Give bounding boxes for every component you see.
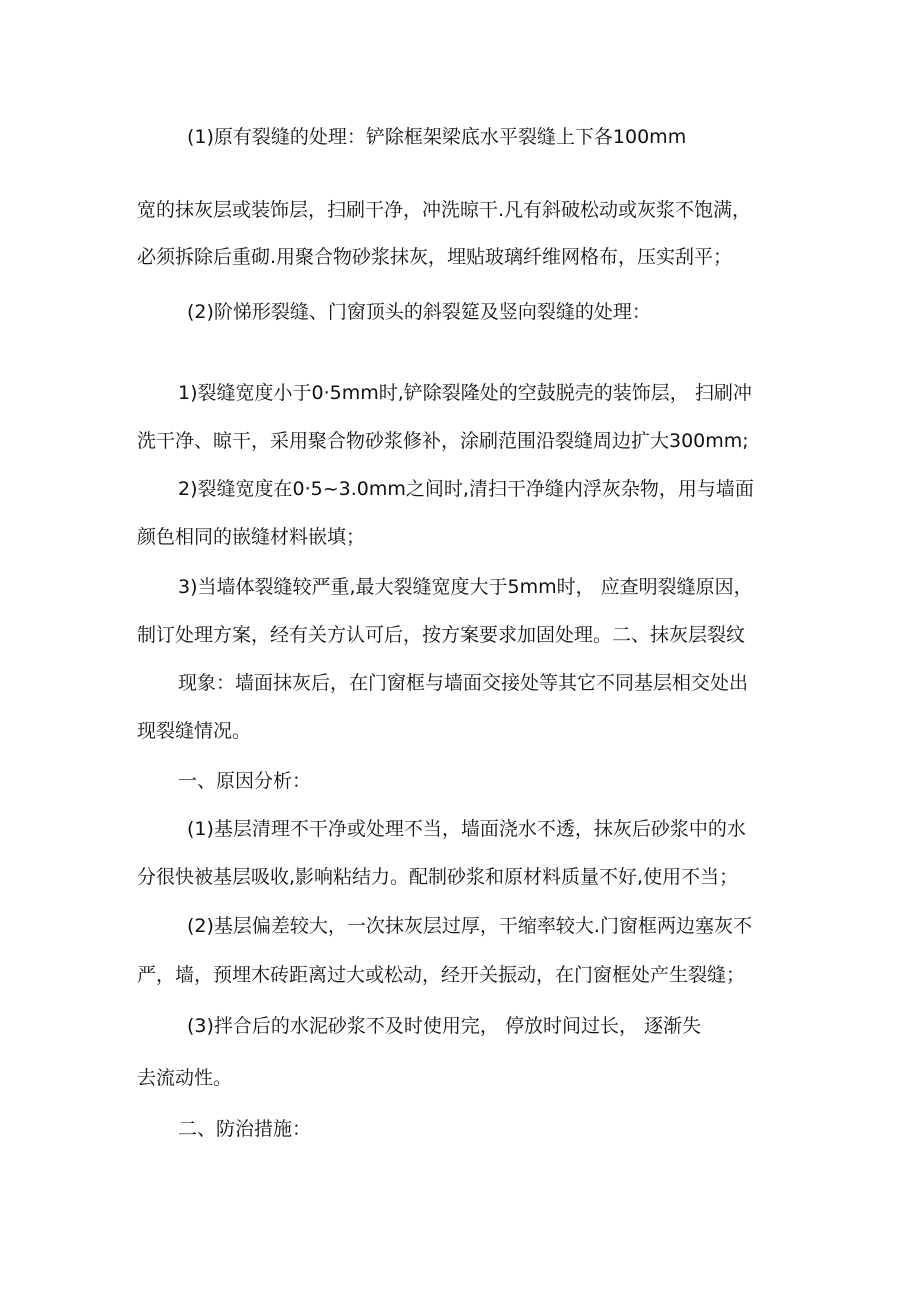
paragraph-line: 1)裂缝宽度小于0·5mm时,铲除裂隆处的空鼓脱壳的装饰层， 扫刷冲 <box>178 382 752 404</box>
paragraph-line: (2)基层偏差较大，一次抹灰层过厚，干缩率较大.门窗框两边塞灰不 <box>187 915 752 937</box>
paragraph-line: 必须拆除后重砌.用聚合物砂浆抹灰，埋贴玻璃纤维网格布，压实刮平； <box>137 246 733 268</box>
paragraph-line: 2)裂缝宽度在0·5~3.0mm之间时,清扫干净缝内浮灰杂物，用与墙面 <box>178 478 754 500</box>
paragraph-line: 洗干净、晾干，采用聚合物砂浆修补，涂刷范围沿裂缝周边扩大300mm; <box>137 430 749 452</box>
paragraph-line: 去流动性。 <box>137 1067 233 1089</box>
paragraph-line: (2)阶悌形裂缝、门窗顶头的斜裂筵及竖向裂缝的处理： <box>187 301 651 323</box>
paragraph-line: (1)原有裂缝的处理：铲除框架梁底水平裂缝上下各100mm <box>187 126 687 148</box>
paragraph-line: 宽的抹灰层或装饰层，扫刷干净，冲洗晾干.凡有斜破松动或灰浆不饱满， <box>137 199 752 221</box>
section-heading: 二、防治措施： <box>178 1118 312 1140</box>
paragraph-line: (1)基层清理不干净或处理不当，墙面浇水不透，抹灰后砂浆中的水 <box>187 818 746 840</box>
paragraph-line: 现裂缝情况。 <box>137 720 252 742</box>
section-heading: 一、原因分析： <box>178 770 312 792</box>
paragraph-line: 严，墙，预埋木砖距离过大或松动，经开关振动，在门窗框处产生裂缝； <box>137 964 746 986</box>
paragraph-line: 3)当墙体裂缝较严重,最大裂缝宽度大于5mm时， 应查明裂缝原因， <box>178 576 753 598</box>
paragraph-line: 分很快被基层吸收,影响粘结力。配制砂浆和原材料质量不好,使用不当； <box>137 866 739 888</box>
paragraph-line: 颜色相同的嵌缝材料嵌填； <box>137 526 366 548</box>
paragraph-line: 制订处理方案，经有关方认可后，按方案要求加固处理。二、抹灰层裂纹 <box>137 624 746 646</box>
paragraph-line: (3)拌合后的水泥砂浆不及时使用完， 停放时间过长， 逐渐失 <box>187 1015 701 1037</box>
paragraph-line: 现象：墙面抹灰后，在门窗框与墙面交接处等其它不同基层相交处出 <box>178 672 749 694</box>
